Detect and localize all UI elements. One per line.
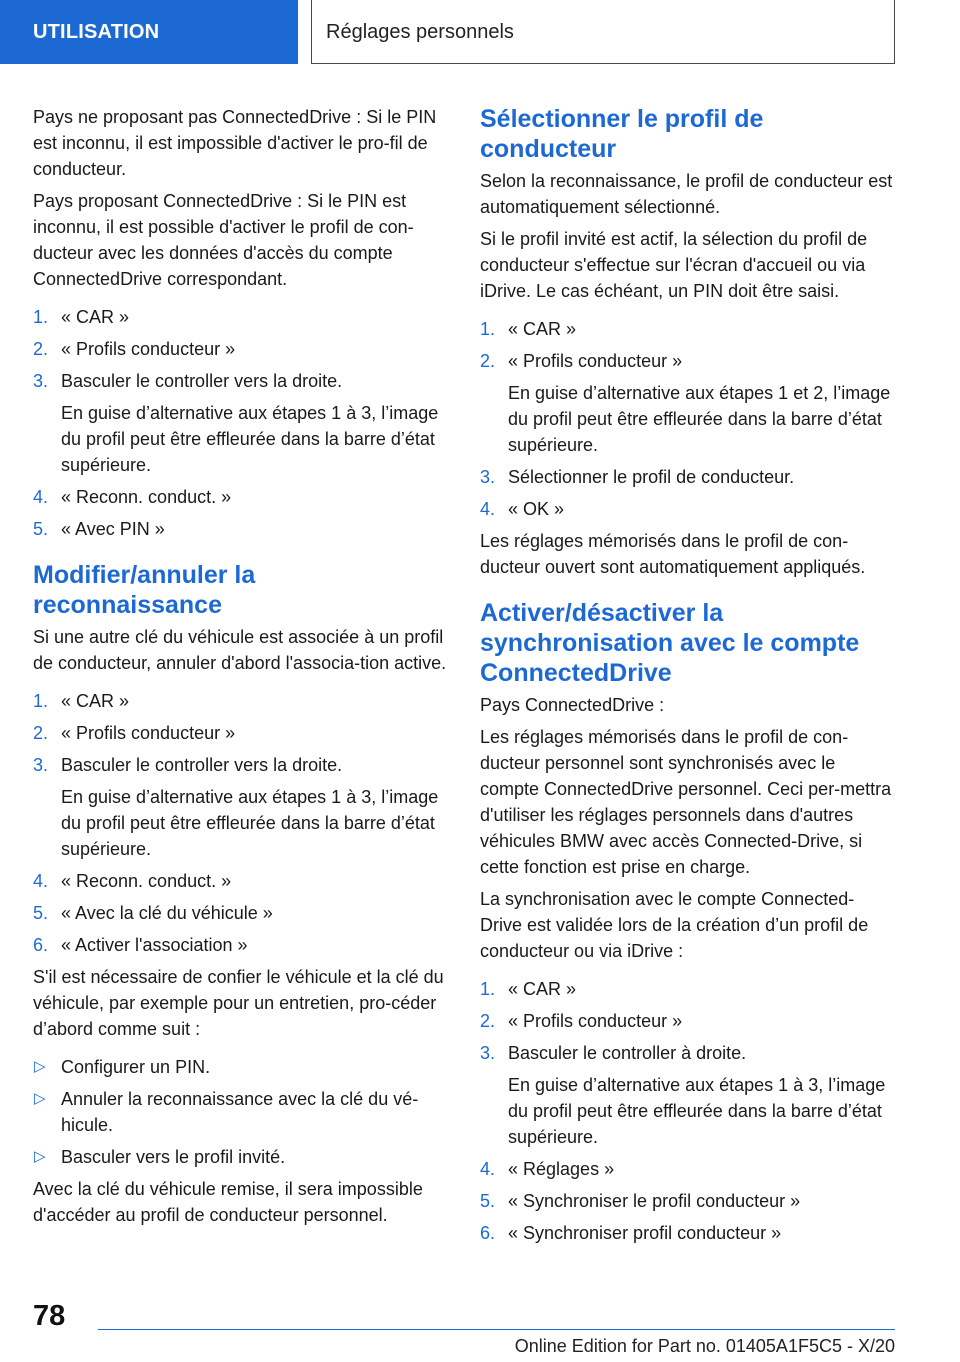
step-list [480, 976, 896, 1246]
step-number: 3. [33, 371, 49, 391]
step-number: 3. [33, 755, 49, 775]
step-text: « Profils conducteur » [61, 339, 236, 359]
step-list [33, 304, 449, 542]
step-text: « Synchroniser profil conducteur » [508, 1223, 782, 1243]
step-list [480, 316, 896, 522]
step-note: En guise d’alternative aux étapes 1 à 3, l’image du profil peut être effleurée dans la barre d’état supérieure. [61, 787, 439, 859]
step-number: 4. [480, 499, 496, 519]
step-item [33, 868, 449, 894]
paragraph: Si une autre clé du véhicule est associée à un profil de conducteur, annuler d'abord l'associa-tion active. [33, 627, 447, 673]
bullet-item [33, 1054, 449, 1080]
step-item [33, 932, 449, 958]
step-number: 2. [480, 351, 496, 371]
step-text: « CAR » [508, 319, 577, 339]
paragraph: Si le profil invité est actif, la sélection du profil de conducteur s'effectue sur l'écran d'accueil ou via iDrive. Le cas échéant, un PIN doit être saisi. [480, 229, 868, 301]
step-item [33, 900, 449, 926]
paragraph: S'il est nécessaire de confier le véhicule et la clé du véhicule, par exemple pour un entretien, pro-céder d’abord comme suit : [33, 967, 444, 1039]
step-number: 2. [33, 339, 49, 359]
paragraph: La synchronisation avec le compte Connected-Drive est validée lors de la création d’un profil de conducteur ou via iDrive : [480, 889, 869, 961]
step-item [33, 368, 449, 478]
bullet-item [33, 1086, 449, 1138]
step-number: 5. [480, 1191, 496, 1211]
step-text: « Profils conducteur » [61, 723, 236, 743]
triangle-bullet-icon: ▷ [34, 1058, 46, 1075]
step-note: En guise d’alternative aux étapes 1 à 3, l’image du profil peut être effleurée dans la barre d’état supérieure. [508, 1075, 886, 1147]
step-text: « CAR » [61, 691, 130, 711]
step-item [33, 516, 449, 542]
left-column [33, 104, 449, 1234]
step-number: 4. [33, 487, 49, 507]
step-text: « Réglages » [508, 1159, 615, 1179]
step-text: « Avec PIN » [61, 519, 165, 539]
bullet-text: Basculer vers le profil invité. [61, 1147, 286, 1167]
step-item [33, 336, 449, 362]
paragraph: Pays ne proposant pas ConnectedDrive : Si le PIN est inconnu, il est impossible d'activer le pro-fil de conducteur. [33, 107, 437, 179]
step-text: « Synchroniser le profil conducteur » [508, 1191, 801, 1211]
step-text: « Reconn. conduct. » [61, 871, 232, 891]
section-heading: Activer/désactiver la synchronisation avec le compte ConnectedDrive [480, 599, 860, 687]
step-number: 2. [480, 1011, 496, 1031]
step-number: 4. [480, 1159, 496, 1179]
step-text: « CAR » [61, 307, 130, 327]
step-number: 5. [33, 903, 49, 923]
step-item [480, 1040, 896, 1150]
step-number: 1. [33, 691, 49, 711]
step-number: 3. [480, 1043, 496, 1063]
triangle-bullet-icon: ▷ [34, 1090, 46, 1107]
step-text: Basculer le controller vers la droite. [61, 371, 343, 391]
step-item [480, 976, 896, 1002]
step-number: 5. [33, 519, 49, 539]
step-text: « CAR » [508, 979, 577, 999]
step-text: « Activer l'association » [61, 935, 248, 955]
step-text: « Profils conducteur » [508, 1011, 683, 1031]
paragraph: Avec la clé du véhicule remise, il sera impossible d'accéder au profil de conducteur personnel. [33, 1179, 423, 1225]
step-item [480, 316, 896, 342]
step-item [480, 1008, 896, 1034]
paragraph: Pays proposant ConnectedDrive : Si le PIN est inconnu, il est possible d'activer le profil de con-ducteur avec les données d'accès du compte ConnectedDrive correspondant. [33, 191, 414, 289]
step-number: 1. [33, 307, 49, 327]
step-item [33, 688, 449, 714]
step-number: 3. [480, 467, 496, 487]
paragraph: Les réglages mémorisés dans le profil de con-ducteur ouvert sont automatiquement appliqués. [480, 531, 866, 577]
bullet-text: Annuler la reconnaissance avec la clé du vé-hicule. [61, 1089, 419, 1135]
step-item [33, 720, 449, 746]
step-text: Basculer le controller vers la droite. [61, 755, 343, 775]
step-item [480, 1220, 896, 1246]
step-item [33, 304, 449, 330]
chapter-title: Réglages personnels [311, 0, 895, 64]
section-heading: Modifier/annuler la reconnaissance [33, 561, 256, 619]
section-tab: UTILISATION [0, 0, 298, 64]
step-text: « OK » [508, 499, 565, 519]
step-number: 6. [33, 935, 49, 955]
paragraph: Selon la reconnaissance, le profil de conducteur est automatiquement sélectionné. [480, 171, 893, 217]
step-text: Basculer le controller à droite. [508, 1043, 747, 1063]
page-number: 78 [33, 1300, 66, 1332]
step-item [480, 464, 896, 490]
step-item [480, 496, 896, 522]
footer-edition: Online Edition for Part no. 01405A1F5C5 - X/20 [514, 1336, 895, 1356]
step-item [33, 484, 449, 510]
step-list [33, 688, 449, 958]
bullet-item [33, 1144, 449, 1170]
step-text: « Profils conducteur » [508, 351, 683, 371]
step-text: « Avec la clé du véhicule » [61, 903, 273, 923]
bullet-list [33, 1054, 449, 1170]
section-heading: Sélectionner le profil de conducteur [480, 105, 764, 163]
step-number: 1. [480, 979, 496, 999]
paragraph: Pays ConnectedDrive : [480, 695, 665, 715]
step-item [480, 1188, 896, 1214]
triangle-bullet-icon: ▷ [34, 1148, 46, 1165]
step-item [33, 752, 449, 862]
step-number: 1. [480, 319, 496, 339]
step-item [480, 1156, 896, 1182]
right-column [480, 104, 896, 1252]
paragraph: Les réglages mémorisés dans le profil de con-ducteur personnel sont synchronisés avec le compte ConnectedDrive personnel. Ceci per-mettra d'utiliser les réglages personnels dans d'autres véhicules BMW avec accès Connected-Drive, si cette fonction est prise en charge. [480, 727, 892, 877]
bullet-text: Configurer un PIN. [61, 1057, 211, 1077]
step-text: « Reconn. conduct. » [61, 487, 232, 507]
footer-rule [98, 1329, 895, 1330]
step-note: En guise d’alternative aux étapes 1 à 3, l’image du profil peut être effleurée dans la barre d’état supérieure. [61, 403, 439, 475]
step-number: 2. [33, 723, 49, 743]
step-item [480, 348, 896, 458]
step-number: 4. [33, 871, 49, 891]
step-note: En guise d’alternative aux étapes 1 et 2, l’image du profil peut être effleurée dans la barre d’état supérieure. [508, 383, 891, 455]
step-text: Sélectionner le profil de conducteur. [508, 467, 795, 487]
step-number: 6. [480, 1223, 496, 1243]
